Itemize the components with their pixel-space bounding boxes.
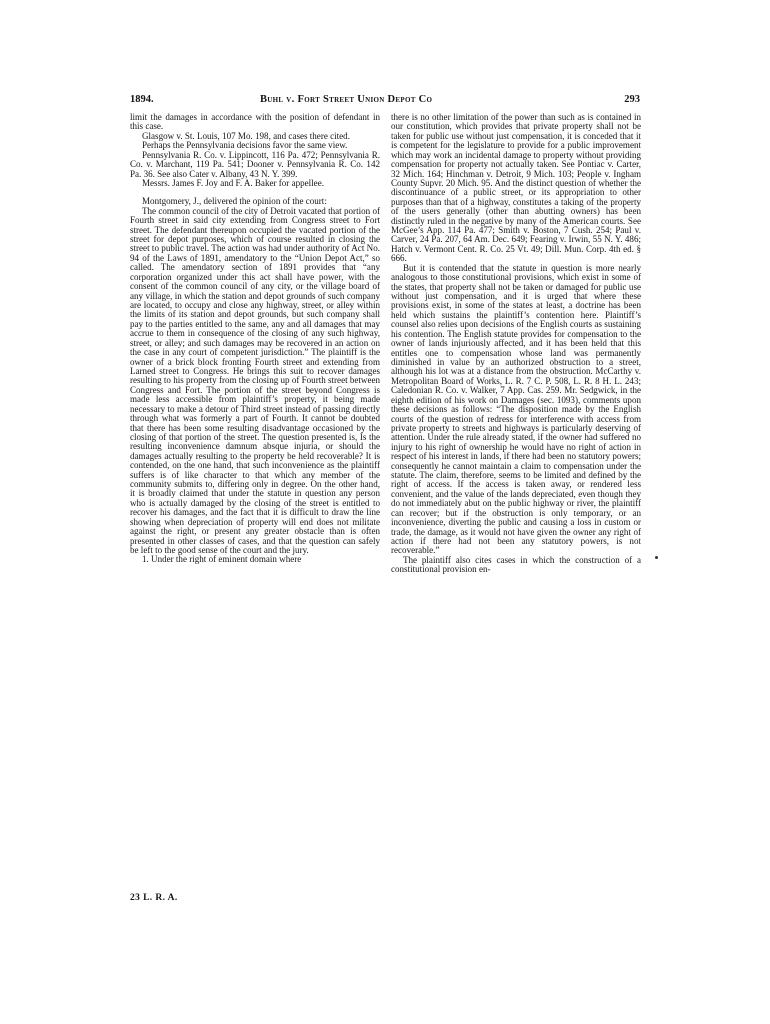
paragraph: The common council of the city of Detroit vacated that portion of Fourth street in said city extending from Congress street to Fort street. The defendant thereupon occupied the vacated portion of the street for depot purposes, which of course resulted in closing the street to public travel. The action was had under authority of Act No. 94 of the Laws of 1891, amendatory to the “Union Depot Act,” so called. The amendatory section of 1891 provides that “any corporation organized under this act shall have power, with the consent of the common council of any city, or the village board of any village, in which the station and depot grounds of such company are located, to occupy and close any highway, street, or alley within the limits of its station and depot grounds, but such company shall pay to the parties entitled to the same, any and all damages that may accrue to them in consequence of the closing of any such highway, street, or alley; and such damages may be recovered in an action on the case in any court of competent jurisdiction.” The plaintiff is the owner of a brick block fronting Fourth street and extending from Larned street to Congress. He brings this suit to recover damages resulting to his property from the closing up of Fourth street between Congress and Fort. The portion of the street beyond Congress is made less accessible from plaintiff’s property, it being made necessary to make a detour of Third street instead of passing directly through what was formerly a part of Fourth. It cannot be doubted that there has been some resulting disadvantage occasioned by the closing of that portion of the street. The question presented is, Is the resulting inconvenience damnum absque injuria, or should the damages actually resulting to the property be held recoverable? It is contended, on the one hand, that such inconvenience as the plaintiff suffers is of like character to that which any member of the community submits to, differing only in degree. On the other hand, it is broadly claimed that under the statute in question any person who is actually damaged by the closing of the street is entitled to recover his damages, and the fact that it is difficult to draw the line showing when depreciation of property will end does not militate against the right, or present any greater obstacle than is often presented in other classes of cases, and that the question can safely be left to the good sense of the court and the jury.: [130, 205, 380, 555]
paragraph: Pennsylvania R. Co. v. Lippincott, 116 Pa. 472; Pennsylvania R. Co. v. Marchant, 119 Pa. 541; Dooner v. Pennsylvania R. Co. 142 Pa. 36. See also Cater v. Albany, 43 N. Y. 399.: [130, 149, 380, 179]
page-number: 293: [624, 94, 640, 105]
paragraph: limit the damages in accordance with the position of defendant in this case.: [130, 112, 380, 132]
paragraph: But it is contended that the statute in question is more nearly analogous to those constitutional provisions, which exist in some of the states, that property shall not be taken or damaged for public use without just compensation, and it is urged that where these provisions exist, in some of the states at least, a doctrine has been held which sustains the plaintiff’s contention here. Plaintiff’s counsel also relies upon decisions of the English courts as sustaining his contention. The English statute provides for compensation to the owner of lands injuriously affected, and it has been held that this entitles one to compensation whose land was permanently diminished in value by an authorized obstruction to a street, although his lot was at a distance from the obstruction. McCarthy v. Metropolitan Board of Works, L. R. 7 C. P. 508, L. R. 8 H. L. 243; Caledonian R. Co. v. Walker, 7 App. Cas. 259. Mr. Sedgwick, in the eighth edition of his work on Damages (sec. 1093), comments upon these decisions as follows: “The disposition made by the English courts of the question of redress for interference with access from private property to streets and highways is particularly deserving of attention. Under the rule already stated, if the owner had suffered no injury to his right of ownership he would have no right of action in respect of his interest in lands, if there had been no statutory powers; consequently he cannot maintain a claim to compensation under the statute. The claim, therefore, seems to be limited and defined by the right of access. If the access is taken away, or rendered less convenient, and the value of the lands depreciated, even though they do not immediately abut on the public highway or river, the plaintiff can recover; but if the obstruction is only temporary, or an inconvenience, diverting the public and causing a loss in custom or trade, the damage, as it would not have given the owner any right of action if there had not been any statutory powers, is not recoverable.”: [391, 262, 641, 556]
running-header: [130, 94, 640, 108]
paragraph: 1. Under the right of eminent domain where: [142, 554, 302, 565]
header-case-title: Buhl v. Fort Street Union Depot Co: [260, 94, 433, 105]
header-year: 1894.: [130, 94, 154, 105]
paragraph: Perhaps the Pennsylvania decisions favor the same view.: [142, 140, 348, 151]
paragraph: there is no other limitation of the power than such as is contained in our constitution, which provides that private property shall not be taken for public use without just compensation, it is conceded that it is competent for the legislature to provide for a public improvement which may work an incidental damage to property without providing compensation for property not actually taken. See Pontiac v. Carter, 32 Mich. 164; Hinchman v. Detroit, 9 Mich. 103; People v. Ingham County Supvr. 20 Mich. 95. And the distinct question of whether the discontinuance of a public street, or its appropriation to other purposes than that of a highway, constitutes a taking of the property of the users generally (other than abutting owners) has been distinctly ruled in the negative by many of the American courts. See McGee’s App. 114 Pa. 477; Smith v. Boston, 7 Cush. 254; Paul v. Carver, 24 Pa. 207, 64 Am. Dec. 649; Fearing v. Irwin, 55 N. Y. 486; Hatch v. Vermont Cent. R. Co. 25 Vt. 49; Dill. Mun. Corp. 4th ed. § 666.: [391, 112, 641, 264]
left-text-column: [130, 113, 380, 565]
paragraph: Montgomery, J., delivered the opinion of the court:: [142, 196, 327, 207]
paragraph: Glasgow v. St. Louis, 107 Mo. 198, and cases there cited.: [142, 130, 350, 141]
paragraph: The plaintiff also cites cases in which the construction of a constitutional provision en-: [391, 554, 641, 575]
signature-mark: 23 L. R. A.: [130, 893, 178, 903]
paragraph: Messrs. James F. Joy and F. A. Baker for appellee.: [142, 177, 324, 188]
margin-dot-mark: [655, 556, 658, 559]
right-text-column: [391, 113, 641, 575]
